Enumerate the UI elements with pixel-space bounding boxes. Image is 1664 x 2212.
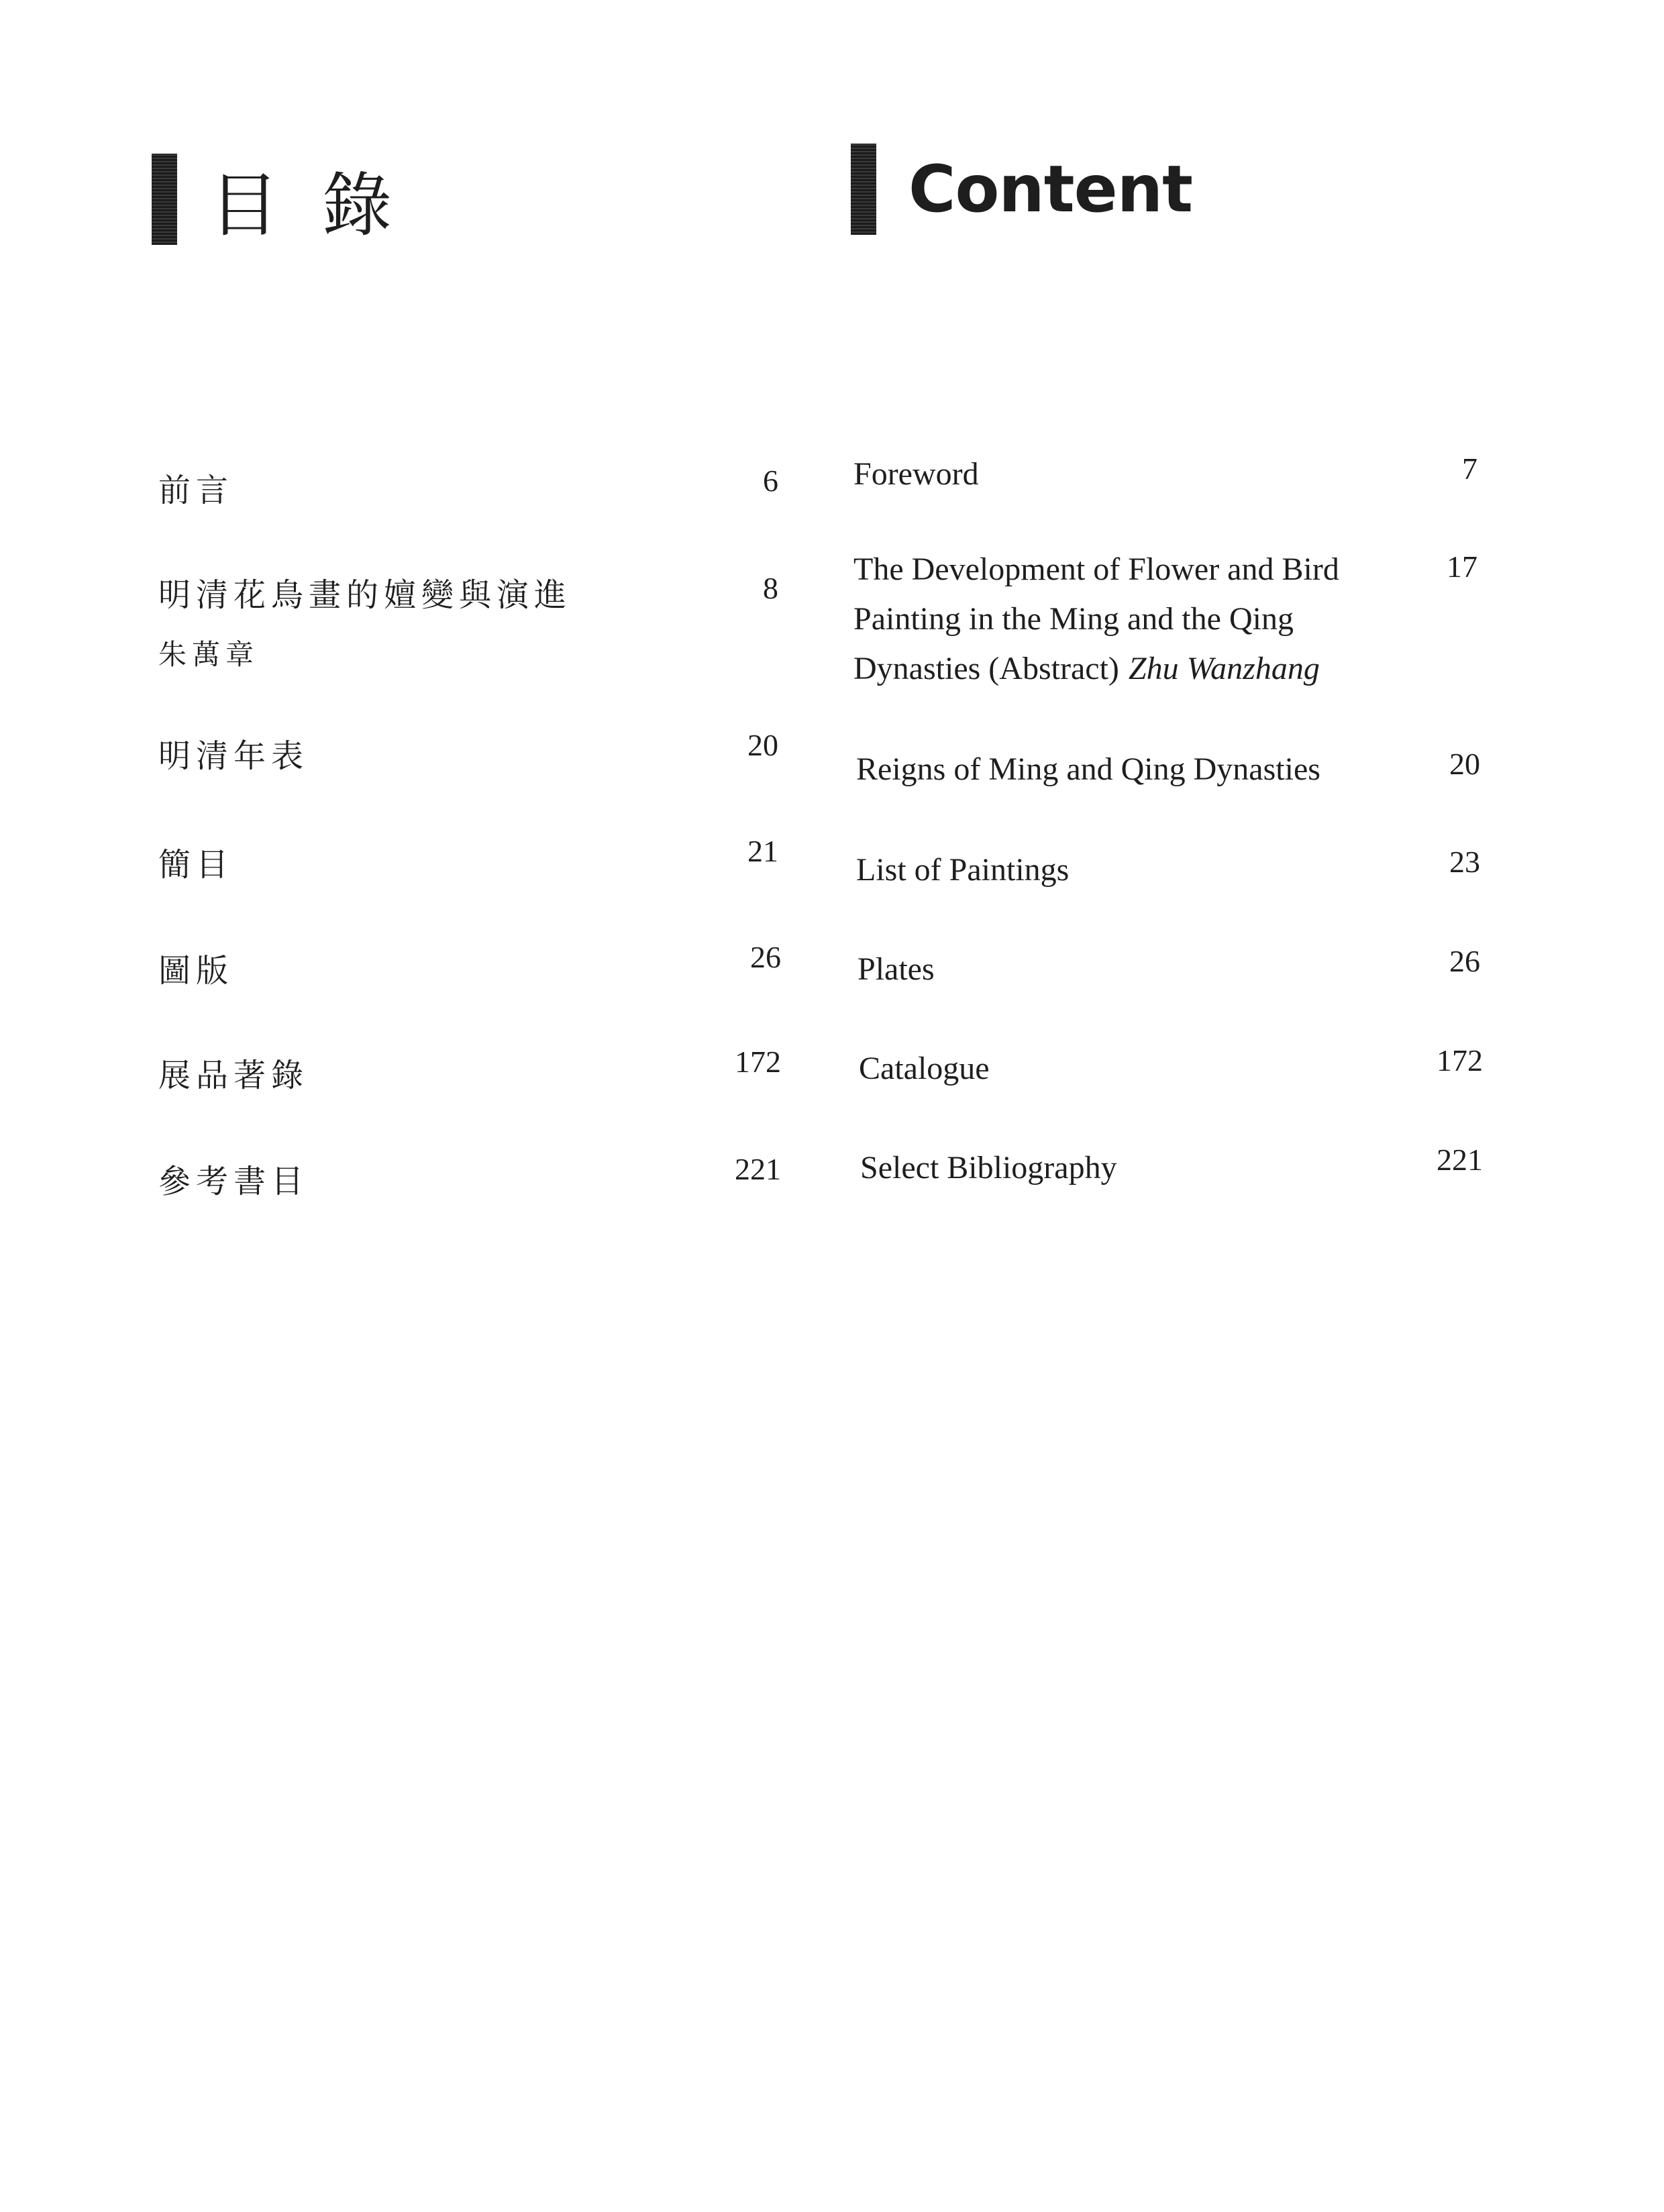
toc-zh-item-chronology[interactable]: 明清年表 bbox=[158, 737, 309, 775]
toc-zh-page-plates: 26 bbox=[750, 940, 781, 974]
toc-zh-item-list[interactable]: 簡目 bbox=[158, 846, 234, 884]
toc-zh-page-bibliography: 221 bbox=[735, 1152, 781, 1186]
heading-bar-icon bbox=[152, 154, 177, 245]
english-heading bbox=[851, 144, 1192, 235]
toc-zh-item-catalogue[interactable]: 展品著錄 bbox=[158, 1057, 309, 1094]
toc-en-item-list[interactable]: List of Paintings bbox=[856, 852, 1070, 888]
toc-en-page-reigns: 20 bbox=[1449, 747, 1480, 781]
toc-zh-page-chronology: 20 bbox=[747, 728, 778, 762]
toc-zh-page-essay: 8 bbox=[763, 571, 778, 605]
toc-zh-item-plates[interactable]: 圖版 bbox=[158, 952, 234, 990]
toc-zh-page-list: 21 bbox=[747, 834, 778, 868]
toc-en-page-list: 23 bbox=[1449, 845, 1480, 879]
toc-en-page-foreword: 7 bbox=[1462, 452, 1477, 486]
toc-en-page-plates: 26 bbox=[1449, 944, 1480, 978]
toc-en-item-bibliography[interactable]: Select Bibliography bbox=[860, 1150, 1117, 1186]
toc-en-page-catalogue: 172 bbox=[1437, 1043, 1483, 1077]
toc-en-item-plates[interactable]: Plates bbox=[857, 951, 935, 987]
toc-zh-item-essay[interactable]: 明清花鳥畫的嬗變與演進 朱萬章 bbox=[158, 569, 572, 673]
toc-en-page-bibliography: 221 bbox=[1437, 1143, 1483, 1177]
heading-bar-icon bbox=[851, 144, 876, 235]
toc-zh-item-bibliography[interactable]: 參考書目 bbox=[158, 1163, 309, 1200]
toc-en-page-essay: 17 bbox=[1447, 549, 1477, 584]
toc-en-item-essay[interactable]: The Development of Flower and Bird Painting in the Ming and the Qing Dynasties (Abstract) Zhu Wanzhang bbox=[853, 551, 1339, 686]
toc-en-item-foreword[interactable]: Foreword bbox=[853, 456, 979, 492]
chinese-heading bbox=[152, 149, 435, 250]
toc-en-author: Zhu Wanzhang bbox=[1128, 651, 1320, 686]
toc-zh-page-foreword: 6 bbox=[763, 464, 778, 498]
toc-zh-page-catalogue: 172 bbox=[735, 1045, 781, 1079]
toc-zh-item-foreword[interactable]: 前言 bbox=[158, 472, 234, 509]
toc-en-item-catalogue[interactable]: Catalogue bbox=[859, 1051, 990, 1086]
chinese-title: 目錄 bbox=[209, 164, 435, 246]
toc-en-item-reigns[interactable]: Reigns of Ming and Qing Dynasties bbox=[856, 751, 1320, 787]
toc-zh-author: 朱萬章 bbox=[158, 638, 260, 671]
english-title: Content bbox=[908, 152, 1192, 227]
